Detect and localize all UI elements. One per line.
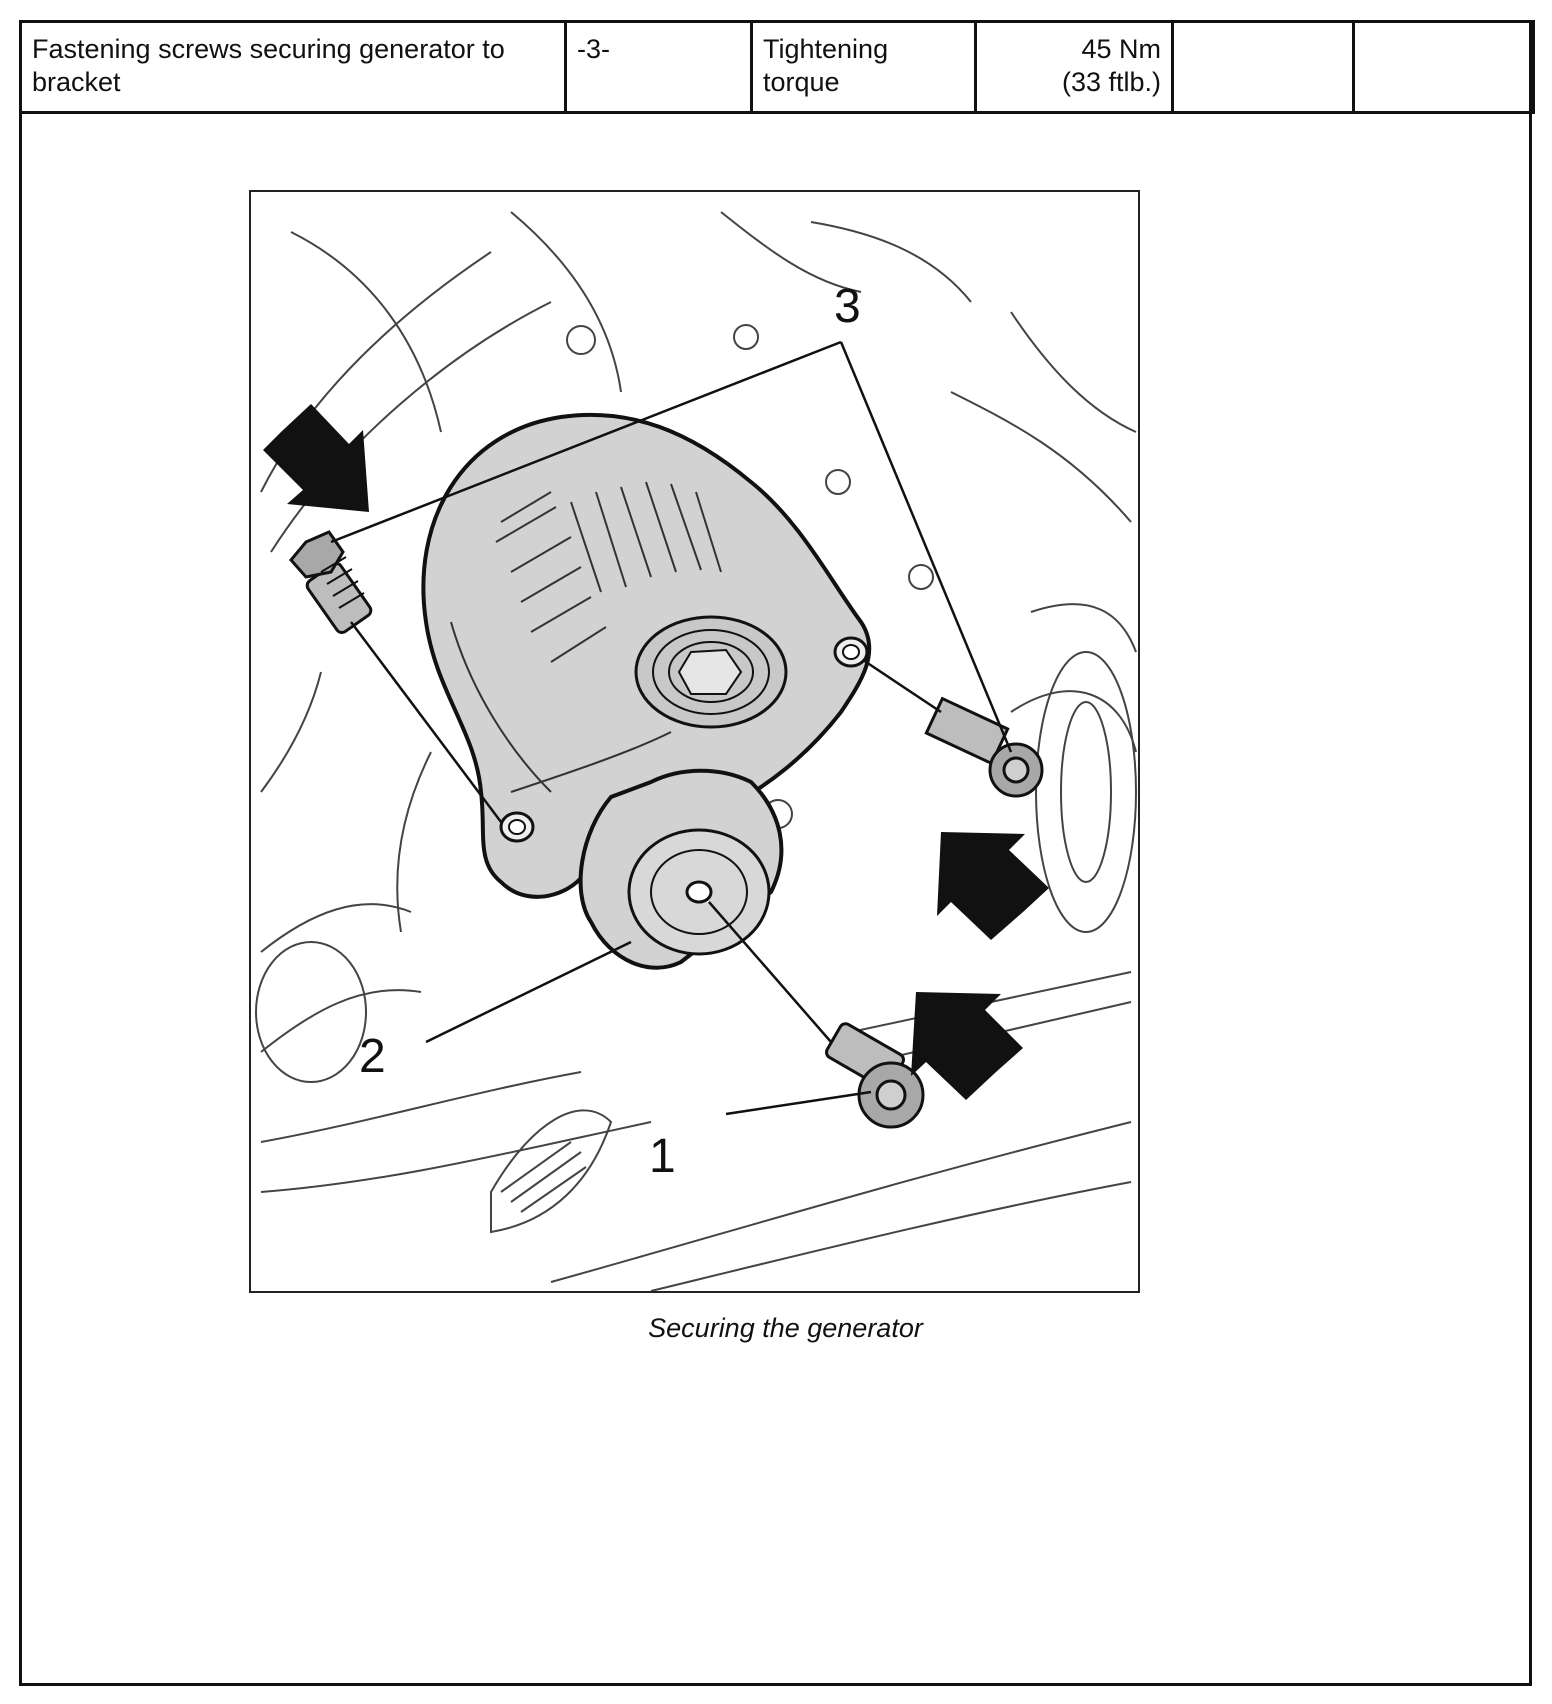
- bolt-lower: [824, 1022, 923, 1127]
- generator-illustration: [249, 190, 1140, 1293]
- bolt-right: [926, 699, 1042, 796]
- callout-3: 3: [834, 280, 861, 333]
- illustration-svg: [251, 192, 1138, 1291]
- bolt-upper-left: [291, 532, 373, 635]
- torque-value-cell: [976, 22, 1173, 113]
- component-cell: Fastening screws securing generator to bracket: [21, 22, 566, 113]
- spec-type-cell: Tightening torque: [752, 22, 976, 113]
- empty-cell-2: [1354, 22, 1534, 113]
- spec-table: [19, 20, 1535, 114]
- arrow-upper-left: [263, 404, 369, 512]
- callout-1: 1: [649, 1130, 676, 1183]
- figure-caption: Securing the generator: [648, 1313, 923, 1343]
- item-ref-cell: -3-: [566, 22, 752, 113]
- spec-row: [21, 22, 1534, 113]
- idler-pulley: [581, 771, 782, 968]
- torque-ftlb: (33 ftlb.): [1061, 67, 1161, 97]
- callout-2: 2: [359, 1030, 386, 1083]
- arrow-right: [937, 832, 1049, 940]
- arrow-lower-right: [911, 992, 1023, 1100]
- empty-cell-1: [1173, 22, 1354, 113]
- torque-nm: 45 Nm: [1081, 34, 1161, 64]
